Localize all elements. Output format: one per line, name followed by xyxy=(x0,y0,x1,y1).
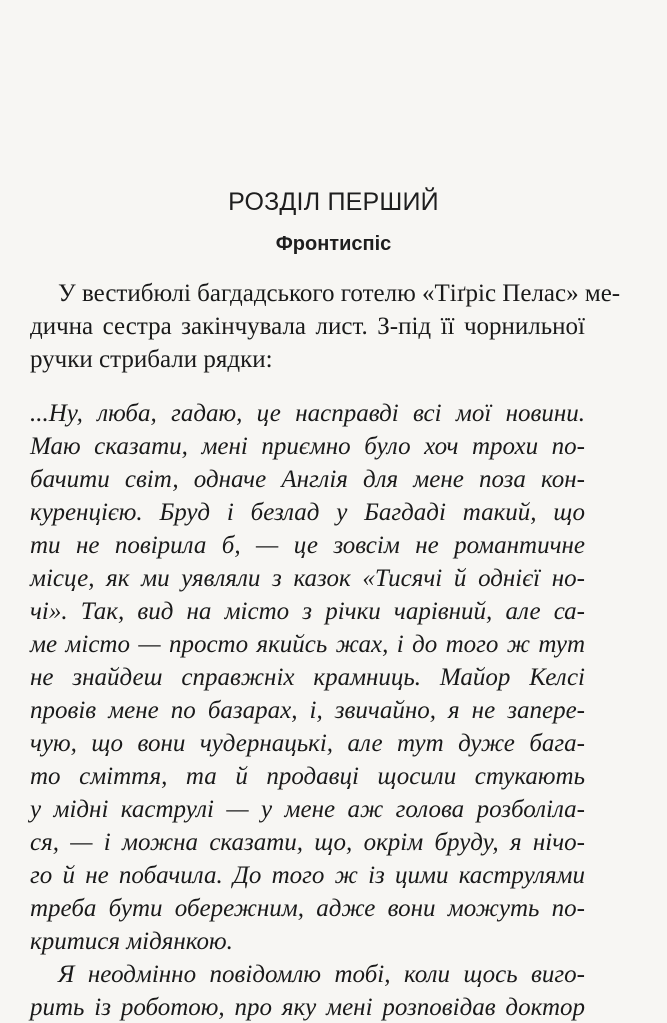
letter-line: ме місто — просто якийсь жах, і до того ж тут xyxy=(30,631,585,658)
letter-line: бачити світ, одначе Англія для мене поза кон- xyxy=(30,466,585,493)
intro-line: дична сестра закінчувала лист. З-під її чорнильної xyxy=(30,313,585,340)
letter-line: ...Ну, люба, гадаю, це насправді всі мої новини. xyxy=(30,400,585,427)
chapter-title: РОЗДІЛ ПЕРШИЙ xyxy=(228,188,439,216)
letter-line: треба бути обережним, адже вони можуть по- xyxy=(30,895,585,922)
letter-line: провів мене по базарах, і, звичайно, я не запере- xyxy=(30,697,585,724)
chapter-subtitle: Фронтиспіс xyxy=(275,233,392,255)
letter-line: Я неодмінно повідомлю тобі, коли щось виго- xyxy=(58,961,585,988)
letter-line: місце, як ми уявляли з казок «Тисячі й однієї но- xyxy=(30,565,585,592)
letter-line: рить із роботою, про яку мені розповідав доктор xyxy=(30,994,585,1021)
letter-line: не знайдеш справжніх крамниць. Майор Келсі xyxy=(30,664,585,691)
letter-line: у мідні каструлі — у мене аж голова розболіла- xyxy=(30,796,585,823)
letter-line: чую, що вони чудернацькі, але тут дуже бага- xyxy=(30,730,585,757)
letter-line: Маю сказати, мені приємно було хоч трохи по- xyxy=(30,433,585,460)
letter-line: чі». Так, вид на місто з річки чарівний, але са- xyxy=(30,598,585,625)
letter-line: ти не повірила б, — це зовсім не романтичне xyxy=(30,532,585,559)
letter-line: куренцією. Бруд і безлад у Багдаді такий, що xyxy=(30,499,585,526)
letter-line: го й не побачила. До того ж із цими каструлями xyxy=(30,862,585,889)
intro-line: У вестибюлі багдадського готелю «Тіґріс Пелас» ме- xyxy=(58,280,621,307)
intro-line: ручки стрибали рядки: xyxy=(30,346,273,373)
letter-line: то сміття, та й продавці щосили стукають xyxy=(30,763,585,790)
letter-line: ся, — і можна сказати, що, окрім бруду, я нічо- xyxy=(30,829,585,856)
letter-line: критися мідянкою. xyxy=(30,928,233,955)
